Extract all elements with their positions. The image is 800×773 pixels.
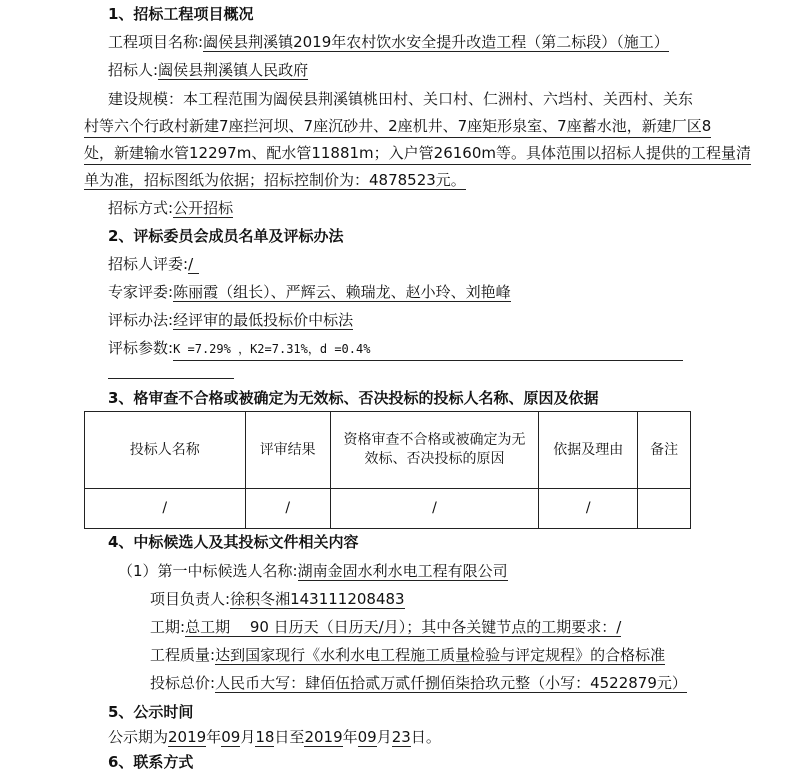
scale-line-4 xyxy=(84,169,466,191)
total-price-value: 人民币大写：肆佰伍拾贰万贰仟捌佰柒拾玖元整（小写：4522879元） xyxy=(215,674,687,692)
quality-row xyxy=(150,644,665,666)
tenderer-label: 招标人: xyxy=(108,61,159,79)
table-row xyxy=(85,489,691,529)
to-text: 日至 xyxy=(274,728,305,746)
year-text: 年 xyxy=(206,728,222,746)
year-text: 年 xyxy=(342,728,358,746)
start-day: 18 xyxy=(255,728,275,746)
tenderer-row xyxy=(108,59,308,81)
scale-line-2: 村等六个行政村新建7座拦河坝、7座沉砂井、2座机井、7座矩形泉室、7座蓄水池，新建厂区8 xyxy=(84,115,711,138)
section-2-heading: 2、评标委员会成员名单及评标办法 xyxy=(108,227,344,245)
day-end-text: 日。 xyxy=(410,728,441,746)
total-price-row xyxy=(150,672,687,694)
project-name-label: 工程项目名称: xyxy=(108,33,204,51)
eval-method-value: 经评审的最低投标价中标法 xyxy=(173,311,354,329)
project-manager-row xyxy=(150,588,405,610)
header-bidder-name: 投标人名称 xyxy=(85,412,246,489)
publicity-text: 公示期为 xyxy=(108,728,169,746)
scale-line-3: 处，新建输水管12297m、配水管11881m；入户管26160m等。具体范围以招标人提供的工程量清 xyxy=(84,142,751,165)
end-day: 23 xyxy=(391,728,411,746)
table-header-row xyxy=(85,412,691,489)
eval-param-row xyxy=(108,337,683,361)
section-3-heading: 3、格审查不合格或被确定为无效标、否决投标的投标人名称、原因及依据 xyxy=(108,389,599,407)
section-4-heading: 4、中标候选人及其投标文件相关内容 xyxy=(108,533,359,551)
scale-line-1: 建设规模：本工程范围为阖侯县荆溪镇桃田村、关口村、仁洲村、六垱村、关西村、关东 xyxy=(108,90,694,108)
duration-value: 总工期 90 日历天（日历天/月）；其中各关键节点的工期要求：/ xyxy=(185,618,622,636)
eval-param-value: K =7.29% ，K2=7.31%，d =0.4% xyxy=(173,338,683,361)
cell-remarks xyxy=(638,489,691,529)
expert-judge-row xyxy=(108,281,511,303)
header-review-result: 评审结果 xyxy=(245,412,330,489)
project-name-row xyxy=(108,31,669,53)
candidate-value: 湖南金固水利水电工程有限公司 xyxy=(297,562,508,580)
eval-method-label: 评标办法: xyxy=(108,311,174,329)
section-5-heading: 5、公示时间 xyxy=(108,703,194,721)
expert-judge-value: 陈丽霞（组长）、严辉云、赖瑞龙、赵小玲、刘艳峰 xyxy=(173,283,511,301)
duration-label: 工期: xyxy=(150,618,186,636)
project-manager-label: 项目负责人: xyxy=(150,590,231,608)
project-name-value: 阖侯县荆溪镇2019年农村饮水安全提升改造工程（第二标段）（施工） xyxy=(203,33,669,51)
section-1-heading: 1、招标工程项目概况 xyxy=(108,5,254,23)
end-month: 09 xyxy=(357,728,377,746)
month-text: 月 xyxy=(240,728,256,746)
disqualified-bidders-table xyxy=(84,411,691,529)
month-text: 月 xyxy=(376,728,392,746)
eval-param-label: 评标参数: xyxy=(108,339,174,357)
total-price-label: 投标总价: xyxy=(150,674,216,692)
expert-judge-label: 专家评委: xyxy=(108,283,174,301)
duration-row xyxy=(150,616,621,638)
publicity-period-row xyxy=(108,726,441,748)
scale-line-4-text: 单为准，招标图纸为依据；招标控制价为：4878523元。 xyxy=(84,171,466,189)
rep-judge-label: 招标人评委: xyxy=(108,255,189,273)
candidate-row xyxy=(118,560,508,582)
cell-reason: / xyxy=(330,489,538,529)
cell-basis: / xyxy=(539,489,638,529)
header-reason: 资格审查不合格或被确定为无效标、否决投标的原因 xyxy=(330,412,538,489)
tender-method-row xyxy=(108,197,233,219)
section-6-heading: 6、联系方式 xyxy=(108,753,194,771)
tender-method-value: 公开招标 xyxy=(173,199,234,217)
cell-bidder-name: / xyxy=(85,489,246,529)
end-year: 2019 xyxy=(304,728,343,746)
rep-judge-row xyxy=(108,253,199,275)
start-year: 2019 xyxy=(168,728,207,746)
quality-value: 达到国家现行《水利水电工程施工质量检验与评定规程》的合格标准 xyxy=(215,646,666,664)
tenderer-value: 阖侯县荆溪镇人民政府 xyxy=(158,61,309,79)
rep-judge-value: / xyxy=(188,255,199,274)
eval-method-row xyxy=(108,309,353,331)
underline-continuation xyxy=(108,378,234,379)
header-remarks: 备注 xyxy=(638,412,691,489)
start-month: 09 xyxy=(221,728,241,746)
quality-label: 工程质量: xyxy=(150,646,216,664)
header-basis: 依据及理由 xyxy=(539,412,638,489)
cell-review-result: / xyxy=(245,489,330,529)
tender-method-label: 招标方式: xyxy=(108,199,174,217)
candidate-label: （1）第一中标候选人名称: xyxy=(118,562,298,580)
project-manager-value: 徐积冬湘143111208483 xyxy=(230,590,405,608)
